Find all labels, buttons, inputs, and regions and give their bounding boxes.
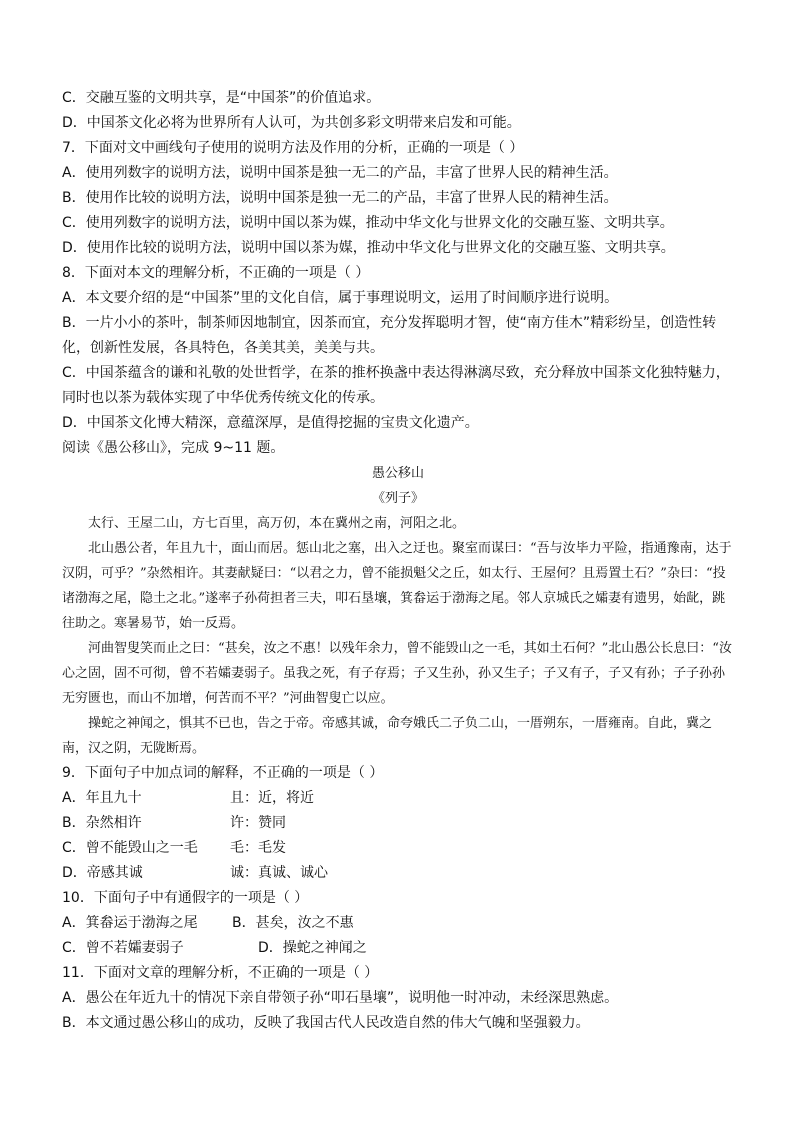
q9-option-b-text: B．杂然相许 [62, 815, 142, 831]
q10-stem: 10．下面句子中有通假字的一项是（ ） [62, 890, 309, 906]
q10-option-a: A．箕畚运于渤海之尾 [62, 915, 198, 931]
q8-option-b: B．一片小小的茶叶，制茶师因地制宜，因茶而宜，充分发挥聪明才智，使“南方佳木”精彩纷呈，创造性转化，创新性发展，各具特色，各美其美，美美与共。 [62, 315, 717, 356]
reading-intro: 阅读《愚公移山》，完成 9~11 题。 [62, 440, 285, 456]
q9-option-a-explain: 且：近，将近 [230, 790, 314, 806]
q6-option-d: D．中国茶文化必将为世界所有人认可，为共创多彩文明带来启发和可能。 [62, 115, 521, 131]
q8-option-d: D．中国茶文化博大精深，意蕴深厚，是值得挖掘的宝贵文化遗产。 [62, 415, 479, 431]
passage-paragraph-3: 河曲智叟笑而止之曰：“甚矣，汝之不惠！以残年余力，曾不能毁山之一毛，其如土石何？”北山愚公长息曰：“汝心之固，固不可彻，曾不若孀妻弱子。虽我之死，有子存焉；子又生孙，孙又生子；子又有子，子又有孙；子子孙孙无穷匮也，而山不加增，何苦而不平？”河曲智叟亡以应。 [62, 641, 732, 706]
q9-option-d-text: D．帝感其诚 [62, 865, 143, 881]
q9-stem: 9．下面句子中加点词的解释，不正确的一项是（ ） [62, 765, 384, 781]
q9-option-d-explain: 诚：真诚、诚心 [230, 865, 328, 881]
passage-title: 愚公移山 [371, 466, 424, 481]
passage-author: 《列子》 [371, 491, 424, 506]
q9-option-c-text: C．曾不能毁山之一毛 [62, 840, 198, 856]
q8-stem: 8．下面对本文的理解分析，不正确的一项是（ ） [62, 265, 370, 281]
q8-option-c: C．中国茶蕴含的谦和礼敬的处世哲学，在茶的推杯换盏中表达得淋漓尽致，充分释放中国茶文化独特魅力，同时也以茶为载体实现了中华优秀传统文化的传承。 [62, 365, 730, 406]
q10-options-row-2 [62, 936, 734, 961]
q9-option-a-text: A．年且九十 [62, 790, 142, 806]
q10-options-row-1 [62, 911, 734, 936]
q9-option-d [62, 861, 734, 886]
q9-option-c [62, 836, 734, 861]
q6-option-c: C．交融互鉴的文明共享，是“中国茶”的价值追求。 [62, 90, 381, 106]
q11-option-b: B．本文通过愚公移山的成功，反映了我国古代人民改造自然的伟大气魄和坚强毅力。 [62, 1015, 590, 1031]
exam-page [62, 86, 734, 1036]
q10-option-b: B．甚矣，汝之不惠 [232, 915, 354, 931]
q10-option-c: C．曾不若孀妻弱子 [62, 940, 184, 956]
passage-paragraph-1: 太行、王屋二山，方七百里，高万仞，本在冀州之南，河阳之北。 [88, 516, 466, 531]
q9-option-b [62, 811, 734, 836]
q11-option-a: A．愚公在年近九十的情况下亲自带领子孙“叩石垦壤”，说明他一时冲动，未经深思熟虑。 [62, 990, 619, 1006]
q9-option-c-explain: 毛：毛发 [230, 840, 286, 856]
q7-option-c: C．使用列数字的说明方法，说明中国以茶为媒，推动中华文化与世界文化的交融互鉴、文明共享。 [62, 215, 674, 231]
q7-option-a: A．使用列数字的说明方法，说明中国茶是独一无二的产品，丰富了世界人民的精神生活。 [62, 165, 618, 181]
passage-paragraph-4: 操蛇之神闻之，惧其不已也，告之于帝。帝感其诚，命夸娥氏二子负二山，一厝朔东，一厝雍南。自此，冀之南，汉之阴，无陇断焉。 [62, 716, 713, 756]
q11-stem: 11．下面对文章的理解分析，不正确的一项是（ ） [62, 965, 379, 981]
q10-option-d: D．操蛇之神闻之 [258, 940, 367, 956]
passage-paragraph-2: 北山愚公者，年且九十，面山而居。惩山北之塞，出入之迂也。聚室而谋曰：“吾与汝毕力平险，指通豫南，达于汉阴，可乎？”杂然相许。其妻献疑曰：“以君之力，曾不能损魁父之丘，如太行、王屋何？且焉置土石？”杂曰：“投诸渤海之尾，隐土之北。”遂率子孙荷担者三夫，叩石垦壤，箕畚运于渤海之尾。邻人京城氏之孀妻有遗男，始龀，跳往助之。寒暑易节，始一反焉。 [62, 541, 732, 631]
q7-option-d: D．使用作比较的说明方法，说明中国以茶为媒，推动中华文化与世界文化的交融互鉴、文明共享。 [62, 240, 675, 256]
q7-option-b: B．使用作比较的说明方法，说明中国茶是独一无二的产品，丰富了世界人民的精神生活。 [62, 190, 618, 206]
q9-option-b-explain: 许：赞同 [230, 815, 286, 831]
q8-option-a: A．本文要介绍的是“中国茶”里的文化自信，属于事理说明文，运用了时间顺序进行说明。 [62, 290, 619, 306]
q9-option-a [62, 786, 734, 811]
q7-stem: 7．下面对文中画线句子使用的说明方法及作用的分析，正确的一项是（ ） [62, 140, 524, 156]
